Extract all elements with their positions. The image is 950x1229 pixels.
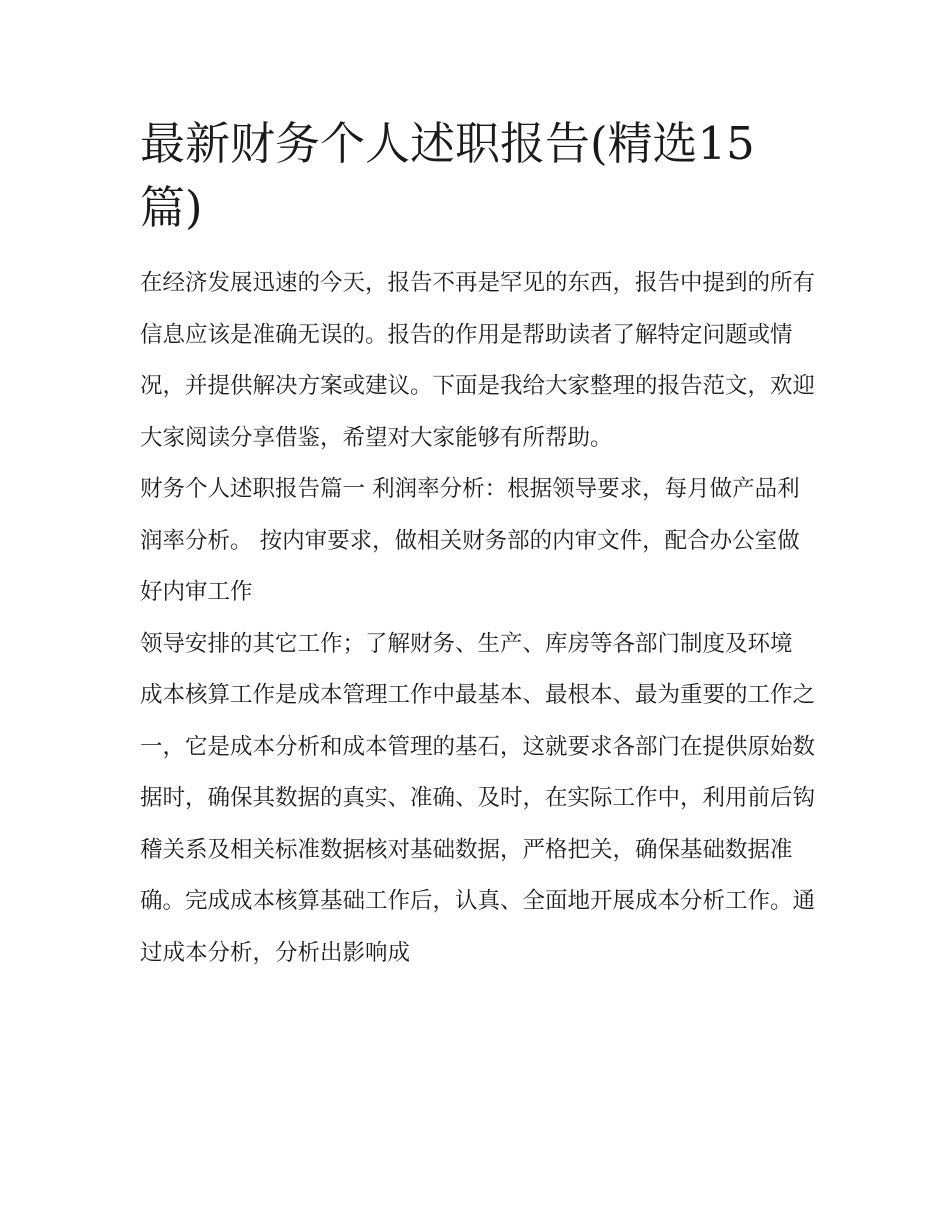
paragraph-cost-accounting: 成本核算工作是成本管理工作中最基本、最根本、最为重要的工作之一，它是成本分析和成本管理的基石，这就要求各部门在提供原始数据时，确保其数据的真实、准确、及时，在实际工作中，利用前后钩稽关系及相关标准数据核对基础数据，严格把关，确保基础数据准确。完成成本核算基础工作后，认真、全面地开展成本分析工作。通过成本分析，分析出影响成 [140,682,816,966]
paragraph-profit-analysis: 财务个人述职报告篇一 利润率分析：根据领导要求，每月做产品利润率分析。 按内审要求，做相关财务部的内审文件，配合办公室做好内审工作 [140,476,800,605]
document-body [140,112,815,979]
paragraph-other-work: 领导安排的其它工作；了解财务、生产、库房等各部门制度及环境 [140,630,793,657]
paragraph-intro: 在经济发展迅速的今天，报告不再是罕见的东西，报告中提到的所有信息应该是准确无误的。报告的作用是帮助读者了解特定问题或情况，并提供解决方案或建议。下面是我给大家整理的报告范文，欢迎大家阅读分享借鉴，希望对大家能够有所帮助。 [140,270,816,451]
document-title: 最新财务个人述职报告(精选15篇) [140,117,755,234]
